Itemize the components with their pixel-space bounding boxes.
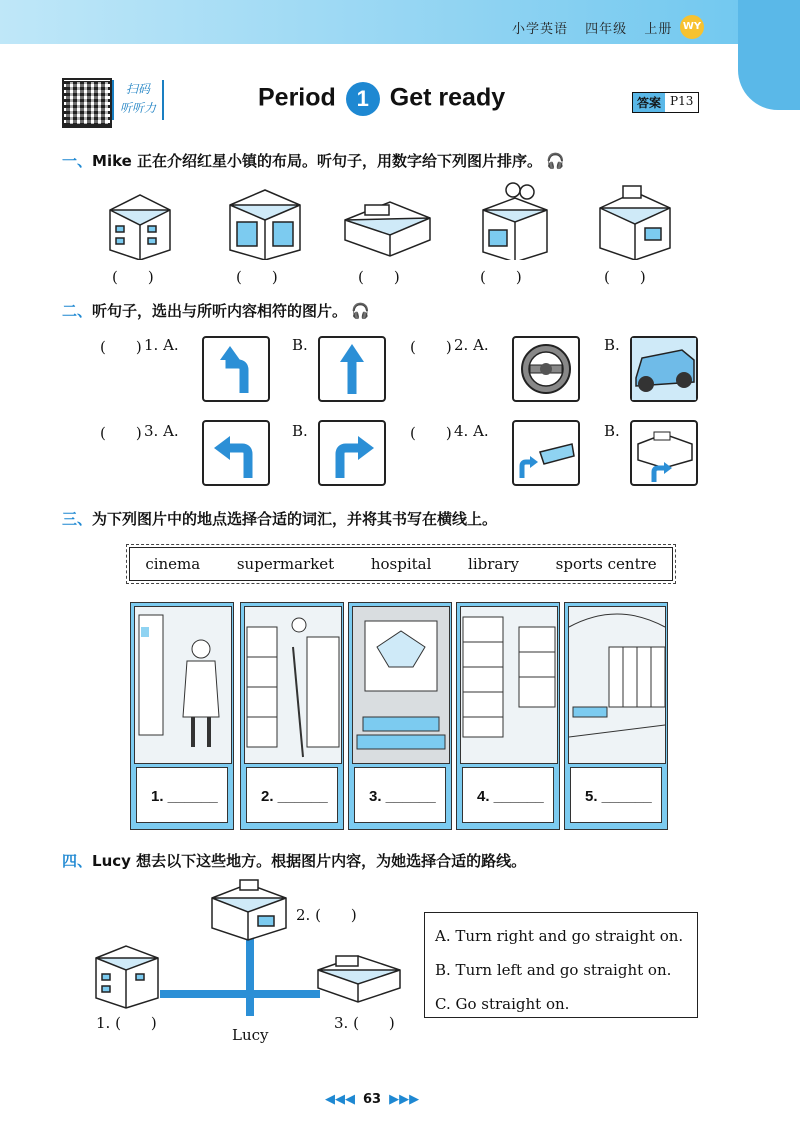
- order-blank-4[interactable]: ( ): [480, 268, 522, 286]
- route-blank-1[interactable]: 1. ( ): [96, 1014, 157, 1032]
- route-option-a: A. Turn right and go straight on.: [435, 927, 684, 945]
- header-grade: 四年级: [585, 22, 628, 37]
- supermarket-scene-image: [460, 606, 558, 764]
- route-map: [90, 876, 410, 1026]
- q2-label: 2. A.: [454, 336, 489, 354]
- q3-option-a[interactable]: [202, 420, 270, 486]
- word-bank-item: hospital: [370, 555, 432, 573]
- sports-centre-scene-image: [568, 606, 666, 764]
- steering-wheel-icon: [514, 338, 578, 400]
- answer-blank-4[interactable]: 4. ______: [462, 767, 554, 823]
- q1-answer-paren[interactable]: ( ): [100, 338, 142, 356]
- turn-right-to-shopping-basket-icon: [514, 422, 578, 484]
- place-panel-3: [348, 602, 452, 830]
- header-volume: 上册: [644, 22, 673, 37]
- page-title: [258, 82, 505, 116]
- q1-option-a[interactable]: [202, 336, 270, 402]
- q1-option-b-label: B.: [292, 336, 308, 354]
- q2-answer-paren[interactable]: ( ): [410, 338, 452, 356]
- answer-blank-5[interactable]: 5. ______: [570, 767, 662, 823]
- page-footer: [325, 1092, 419, 1107]
- hospital-scene-image: [134, 606, 232, 764]
- building-top-icon: [212, 880, 286, 940]
- cinema-scene-image: [352, 606, 450, 764]
- q4-option-a[interactable]: [512, 420, 580, 486]
- word-bank-item: cinema: [145, 555, 201, 573]
- header-corner: [738, 0, 800, 110]
- building-left-icon: [96, 946, 158, 1008]
- answer-blank-2[interactable]: 2. ______: [246, 767, 338, 823]
- section4-number: 四、: [62, 852, 93, 870]
- section3-text: 为下列图片中的地点选择合适的词汇，并将其书写在横线上。: [92, 510, 498, 528]
- order-blank-3[interactable]: ( ): [358, 268, 400, 286]
- section1-heading: [62, 150, 565, 171]
- title-number: 1: [346, 82, 380, 116]
- cinema-building-icon: [483, 183, 547, 260]
- straight-arrow-icon: [320, 338, 384, 400]
- qr-caption-line1: 扫码: [125, 82, 150, 96]
- answer-label: 答案: [633, 93, 665, 112]
- word-bank: [126, 544, 676, 584]
- section1-number: 一、: [62, 152, 93, 170]
- section4-heading: [62, 850, 526, 871]
- order-blank-1[interactable]: ( ): [112, 268, 154, 286]
- q2-option-b-label: B.: [604, 336, 620, 354]
- header-info: [512, 18, 684, 37]
- answer-reference: [632, 92, 699, 113]
- section1-buildings: [100, 180, 700, 260]
- next-arrows-icon: ▶▶▶: [389, 1092, 420, 1107]
- section2-number: 二、: [62, 302, 93, 320]
- turn-left-then-straight-arrow-icon: [204, 338, 268, 400]
- qr-caption: [112, 80, 164, 120]
- word-bank-item: sports centre: [555, 555, 657, 573]
- section2-heading: [62, 300, 370, 321]
- turn-left-arrow-icon: [204, 422, 268, 484]
- q1-label: 1. A.: [144, 336, 179, 354]
- place-panel-1: [130, 602, 234, 830]
- order-blank-2[interactable]: ( ): [236, 268, 278, 286]
- answer-blank-1[interactable]: 1. ______: [136, 767, 228, 823]
- q1-option-b[interactable]: [318, 336, 386, 402]
- section2-text: 听句子，选出与所听内容相符的图片。: [92, 302, 348, 320]
- route-blank-3[interactable]: 3. ( ): [334, 1014, 395, 1032]
- car-icon: [632, 338, 696, 400]
- section4-text: Lucy 想去以下这些地方。根据图片内容，为她选择合适的路线。: [92, 852, 527, 870]
- section3-number: 三、: [62, 510, 93, 528]
- word-bank-item: library: [468, 555, 520, 573]
- q3-option-b[interactable]: [318, 420, 386, 486]
- title-suffix: Get ready: [389, 83, 506, 112]
- q2-option-a[interactable]: [512, 336, 580, 402]
- q4-option-b-label: B.: [604, 422, 620, 440]
- order-blank-5[interactable]: ( ): [604, 268, 646, 286]
- building-right-icon: [318, 956, 400, 1002]
- prev-arrows-icon: ◀◀◀: [325, 1092, 355, 1107]
- page-number: 63: [363, 1092, 382, 1107]
- q3-label: 3. A.: [144, 422, 179, 440]
- turn-right-to-shop-building-icon: [632, 422, 696, 484]
- place-panel-2: [240, 602, 344, 830]
- q4-label: 4. A.: [454, 422, 489, 440]
- building-icon: [110, 195, 170, 260]
- hospital-building-icon: [600, 186, 670, 260]
- library-scene-image: [244, 606, 342, 764]
- edition-badge: WY: [680, 15, 704, 39]
- place-panel-4: [456, 602, 560, 830]
- headphone-icon[interactable]: 🎧: [546, 152, 565, 170]
- route-blank-2[interactable]: 2. ( ): [296, 906, 357, 924]
- section1-text: Mike 正在介绍红星小镇的布局。听句子，用数字给下列图片排序。: [92, 152, 543, 170]
- q4-option-b[interactable]: [630, 420, 698, 486]
- title-prefix: Period: [258, 83, 336, 112]
- qr-caption-line2: 听听力: [119, 101, 156, 115]
- headphone-icon[interactable]: 🎧: [351, 302, 370, 320]
- word-bank-item: supermarket: [236, 555, 335, 573]
- answer-blank-3[interactable]: 3. ______: [354, 767, 446, 823]
- shop-building-icon: [345, 202, 430, 256]
- q4-answer-paren[interactable]: ( ): [410, 424, 452, 442]
- q3-answer-paren[interactable]: ( ): [100, 424, 142, 442]
- header-subject: 小学英语: [512, 22, 569, 37]
- q3-option-b-label: B.: [292, 422, 308, 440]
- lucy-label: Lucy: [232, 1026, 269, 1044]
- turn-right-arrow-icon: [320, 422, 384, 484]
- place-panel-5: [564, 602, 668, 830]
- answer-page: P13: [670, 94, 694, 108]
- qr-pattern: [66, 82, 108, 124]
- route-options-box: [424, 912, 698, 1018]
- route-option-b: B. Turn left and go straight on.: [435, 961, 672, 979]
- q2-option-b[interactable]: [630, 336, 698, 402]
- section3-heading: [62, 508, 497, 529]
- route-option-c: C. Go straight on.: [435, 995, 570, 1013]
- library-building-icon: [230, 190, 300, 260]
